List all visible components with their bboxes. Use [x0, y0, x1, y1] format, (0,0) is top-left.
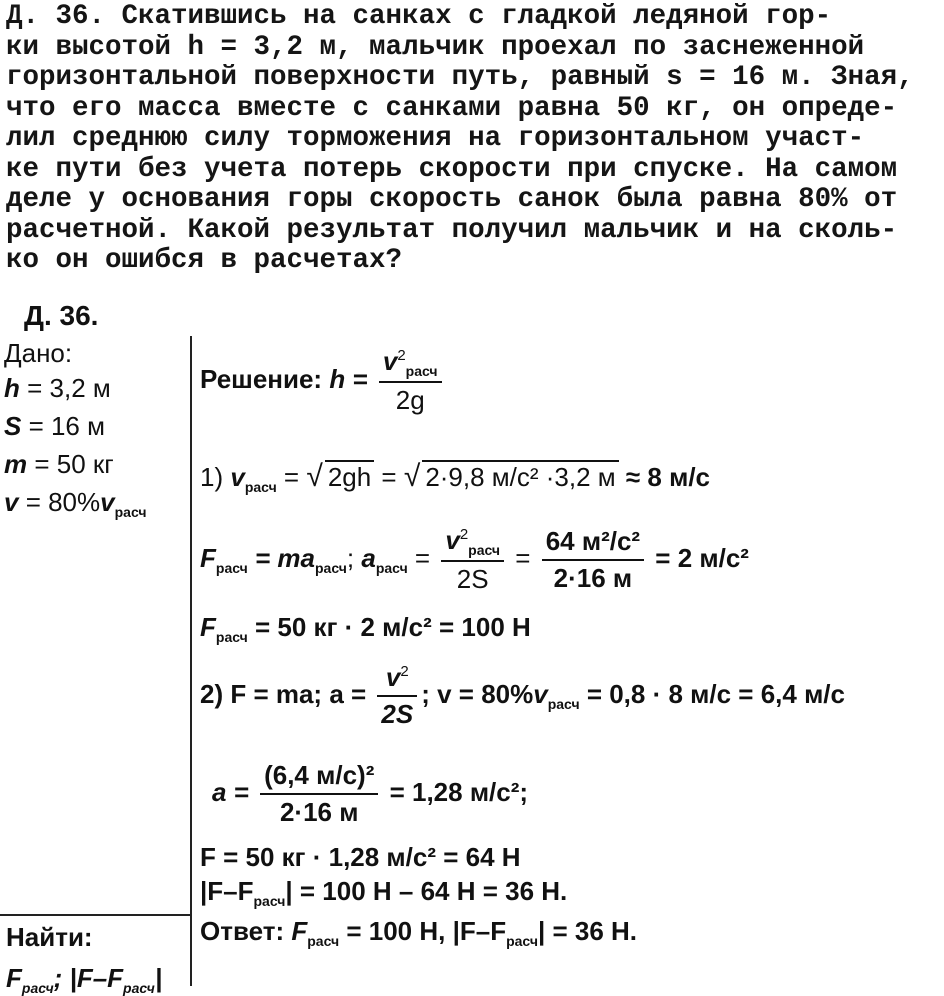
- problem-line: деле у основания горы скорость санок была равна 80% от: [6, 184, 898, 215]
- given-label: Дано:: [4, 338, 73, 368]
- solution-line-3: $F_{расч} = ma_{расч}$; $a_{расч}$ = $\frac{v^2_{расч}}{2S}$ = $\frac{\text{64 м²/с²}}{2\cdot 16 м}$ = 2 м/с²: [200, 525, 749, 594]
- fraction: $\frac{v^2_{расч}}{2g}$: [379, 346, 442, 416]
- problem-line: Д. 36. Скатившись на санках с гладкой ледяной гор-: [6, 1, 832, 32]
- solution-line-5: 2) F = ma; a = $\frac{v^2}{2S}$ ; $v = 80\%v_{расч} = 0,8 \cdot 8$ м/с = 6,4 м/с: [200, 662, 845, 729]
- problem-text: [6, 2, 940, 277]
- problem-line: ке пути без учета потерь скорости при спуске. На самом: [6, 153, 898, 185]
- fraction: $\frac{v^2}{2S}$: [377, 662, 417, 730]
- divider-vertical: [190, 336, 192, 986]
- given-item-h: h = 3,2 м: [4, 373, 111, 403]
- solution-heading: Д. 36.: [24, 300, 99, 331]
- solution-line-1: Решение: h = $\frac{v^2_{расч}}{2g}$: [200, 346, 446, 416]
- fraction: $\frac{\text{(6,4 м/с)²}}{2\cdot 16 м}$: [260, 760, 378, 828]
- sqrt-icon: √: [306, 460, 323, 493]
- sqrt-icon: √: [403, 460, 421, 493]
- given-section: [4, 300, 184, 521]
- solution-line-7: F = 50 кг · 1,28 м/с² = 64 Н: [200, 842, 521, 872]
- fraction: $\frac{v^2_{расч}}{2S}$: [441, 525, 504, 595]
- solution-line-4: $F_{расч} = 50$ кг · 2 м/с² = 100 Н: [200, 612, 531, 645]
- given-item-v: $v = 80\%v_{расч}$: [4, 487, 147, 520]
- problem-line: горизонтальной поверхности путь, равный s = 16 м. Зная,: [6, 62, 914, 93]
- solution-line-6: a = $\frac{\text{(6,4 м/с)²}}{2\cdot 16 м}$ = 1,28 м/с²;: [212, 760, 529, 827]
- fraction: $\frac{\text{64 м²/с²}}{2\cdot 16 м}$: [542, 526, 644, 594]
- divider-horizontal: [0, 914, 190, 916]
- problem-line: расчетной. Какой результат получил мальчик и на сколь-: [6, 214, 898, 246]
- find-values: $F_{расч}$; $|F-F_{расч}|$: [6, 963, 163, 996]
- problem-line: лил среднюю силу торможения на горизонтальном участ-: [6, 123, 865, 154]
- solution-line-8: $|F-F_{расч}| = 100$ Н – 64 Н = 36 Н.: [200, 876, 568, 909]
- problem-line: что его масса вместе с санками равна 50 кг, он опреде-: [6, 92, 898, 124]
- solution-line-2: 1) $v_{расч}$ = √ 2gh = √ 2·9,8 м/с² ·3,2 м ≈ 8 м/с: [200, 460, 711, 495]
- find-label: Найти:: [6, 922, 93, 952]
- given-item-m: m = 50 кг: [4, 449, 114, 479]
- answer-line: Ответ: $F_{расч} = 100$ Н, $|F-F_{расч}| = 36$ Н.: [200, 916, 638, 949]
- given-item-s: S = 16 м: [4, 411, 105, 441]
- problem-line: ко он ошибся в расчетах?: [6, 245, 403, 276]
- find-section: [6, 922, 162, 996]
- problem-line: ки высотой h = 3,2 м, мальчик проехал по заснеженной: [6, 31, 865, 63]
